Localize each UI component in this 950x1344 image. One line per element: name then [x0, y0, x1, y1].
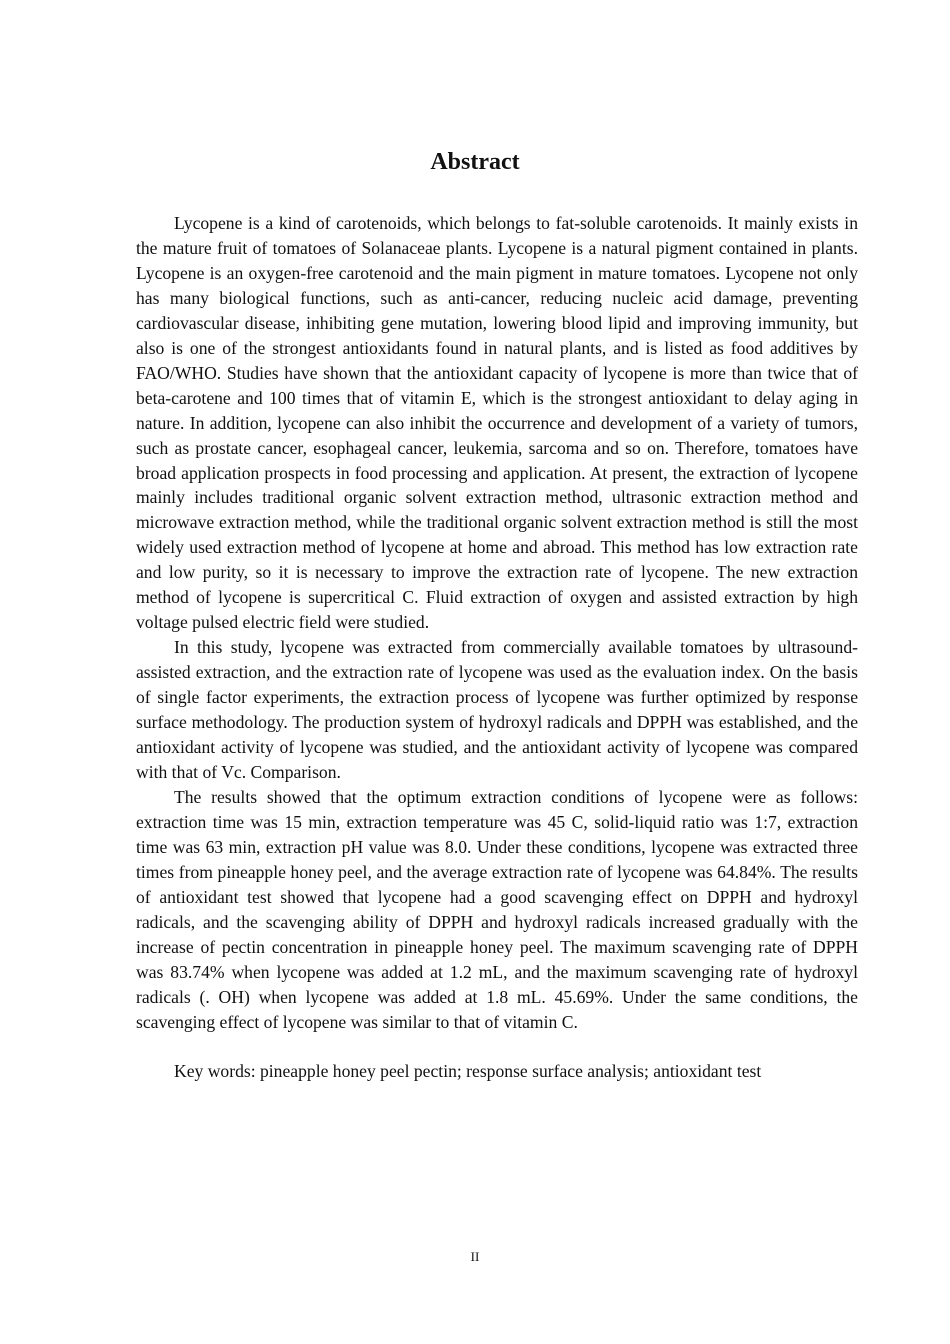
abstract-paragraph-3: The results showed that the optimum extraction conditions of lycopene were as follows: extraction time was 15 min, extraction temperature was 45 C, solid-liquid ratio was 1:7, extraction time was 63 min, extraction pH value was 8.0. Under these conditions, lycopene was extracted three times from pineapple honey peel, and the average extraction rate of lycopene was 64.84%. The results of antioxidant test showed that lycopene had a good scavenging effect on DPPH and hydroxyl radicals, and the scavenging ability of DPPH and hydroxyl radicals increased gradually with the increase of pectin concentration in pineapple honey peel. The maximum scavenging rate of DPPH was 83.74% when lycopene was added at 1.2 mL, and the maximum scavenging rate of hydroxyl radicals (. OH) when lycopene was added at 1.8 mL. 45.69%. Under the same conditions, the scavenging effect of lycopene was similar to that of vitamin C.	[136, 786, 858, 1032]
abstract-body	[136, 211, 858, 1084]
abstract-paragraph-2: In this study, lycopene was extracted from commercially available tomatoes by ultrasound-assisted extraction, and the extraction rate of lycopene was used as the evaluation index. On the basis of single factor experiments, the extraction process of lycopene was further optimized by response surface methodology. The production system of hydroxyl radicals and DPPH was established, and the antioxidant activity of lycopene was studied, and the antioxidant activity of lycopene was compared with that of Vc. Comparison.	[136, 637, 858, 782]
abstract-paragraph-1: Lycopene is a kind of carotenoids, which belongs to fat-soluble carotenoids. It mainly exists in the mature fruit of tomatoes of Solanaceae plants. Lycopene is a natural pigment contained in plants. Lycopene is an oxygen-free carotenoid and the main pigment in mature tomatoes. Lycopene not only has many biological functions, such as anti-cancer, reducing nucleic acid damage, preventing cardiovascular disease, inhibiting gene mutation, lowering blood lipid and improving immunity, but also is one of the strongest antioxidants found in natural plants, and is listed as food additives by FAO/WHO. Studies have shown that the antioxidant capacity of lycopene is more than twice that of beta-carotene and 100 times that of vitamin E, which is the strongest antioxidant to delay aging in nature. In addition, lycopene can also inhibit the occurrence and development of a variety of tumors, such as prostate cancer, esophageal cancer, leukemia, sarcoma and so on. Therefore, tomatoes have broad application prospects in food processing and application. At present, the extraction of lycopene mainly includes traditional organic solvent extraction method, ultrasonic extraction method and microwave extraction method, while the traditional organic solvent extraction method is still the most widely used extraction method of lycopene at home and abroad. This method has low extraction rate and low purity, so it is necessary to improve the extraction rate of lycopene. The new extraction method of lycopene is supercritical C. Fluid extraction of oxygen and assisted extraction by high voltage pulsed electric field were studied.	[136, 213, 858, 633]
keywords-line: Key words: pineapple honey peel pectin; response surface analysis; antioxidant test	[174, 1061, 762, 1082]
page-number: II	[470, 1249, 480, 1264]
abstract-title: Abstract	[430, 149, 520, 175]
